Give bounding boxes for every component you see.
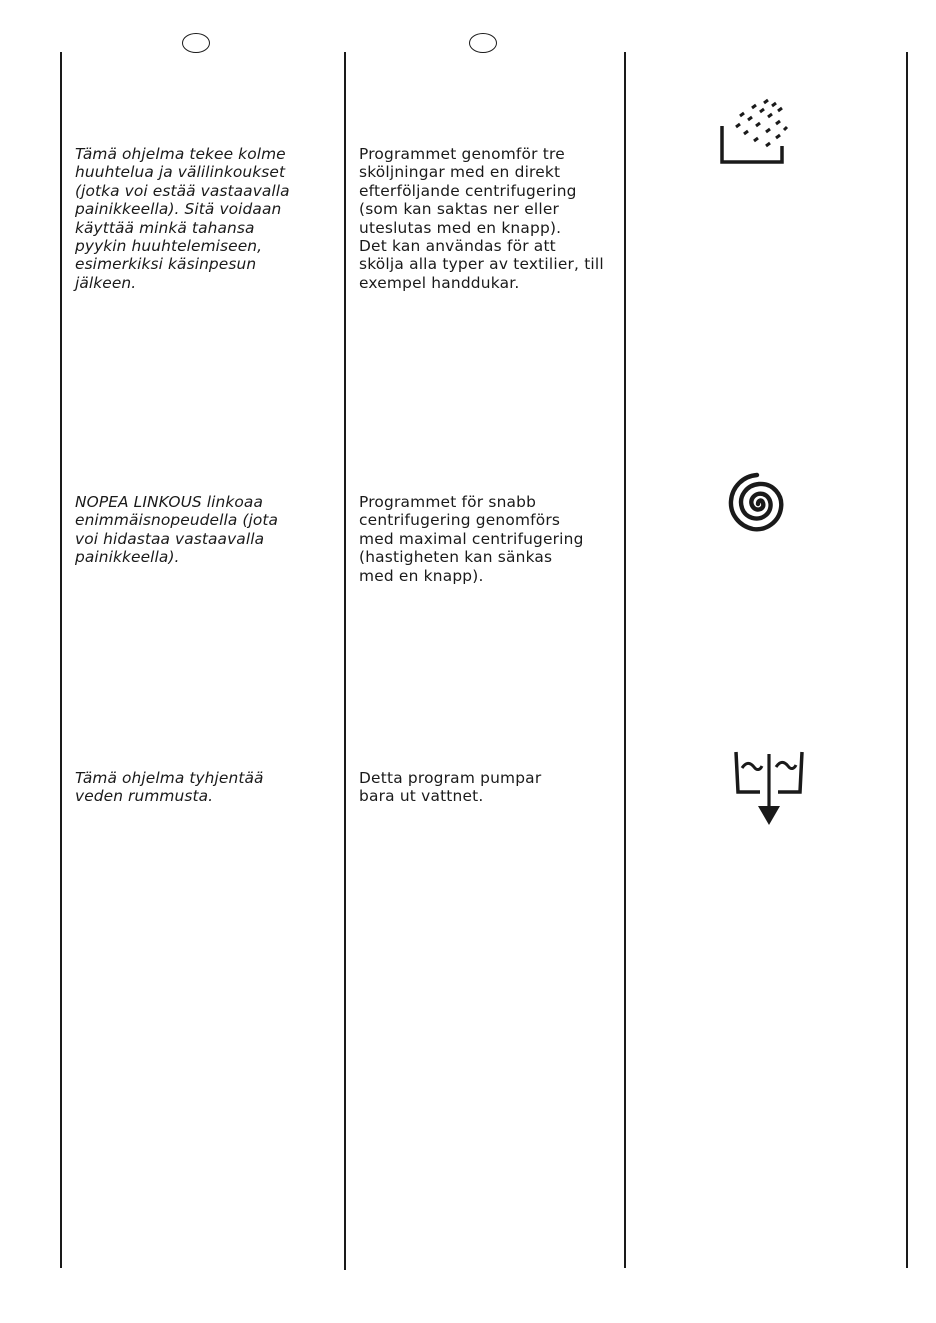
sv-language-badge — [469, 33, 497, 53]
column-divider-middle — [344, 52, 346, 1270]
drain-description-sv: Detta program pumpar bara ut vattnet. — [359, 769, 542, 806]
drain-description-fi: Tämä ohjelma tyhjentää veden rummusta. — [75, 769, 264, 806]
spin-description-fi: NOPEA LINKOUS linkoaa enimmäisnopeudella (jota voi hidastaa vastaavalla painikkeella). — [75, 493, 279, 567]
rinse-description-sv: Programmet genomför tre sköljningar med en direkt efterföljande centrifugering (som kan saktas ner eller uteslutas med en knapp). Det kan användas för att skölja alla typer av textilier, till exempel handdukar. — [359, 145, 604, 292]
spin-description-sv: Programmet för snabb centrifugering genomförs med maximal centrifugering (hastigheten kan sänkas med en knapp). — [359, 493, 584, 585]
rinse-symbol-icon — [714, 96, 790, 168]
drain-symbol-icon — [728, 748, 810, 828]
column-divider-right — [624, 52, 626, 1268]
fi-language-badge — [182, 33, 210, 53]
rinse-description-fi: Tämä ohjelma tekee kolme huuhtelua ja välilinkoukset (jotka voi estää vastaavalla painikkeella). Sitä voidaan käyttää minkä tahansa pyykin huuhtelemiseen, esimerkiksi käsinpesun jälkeen. — [75, 145, 290, 292]
column-divider-far-right — [906, 52, 908, 1268]
column-divider-left — [60, 52, 62, 1268]
spin-symbol-icon — [724, 470, 792, 536]
